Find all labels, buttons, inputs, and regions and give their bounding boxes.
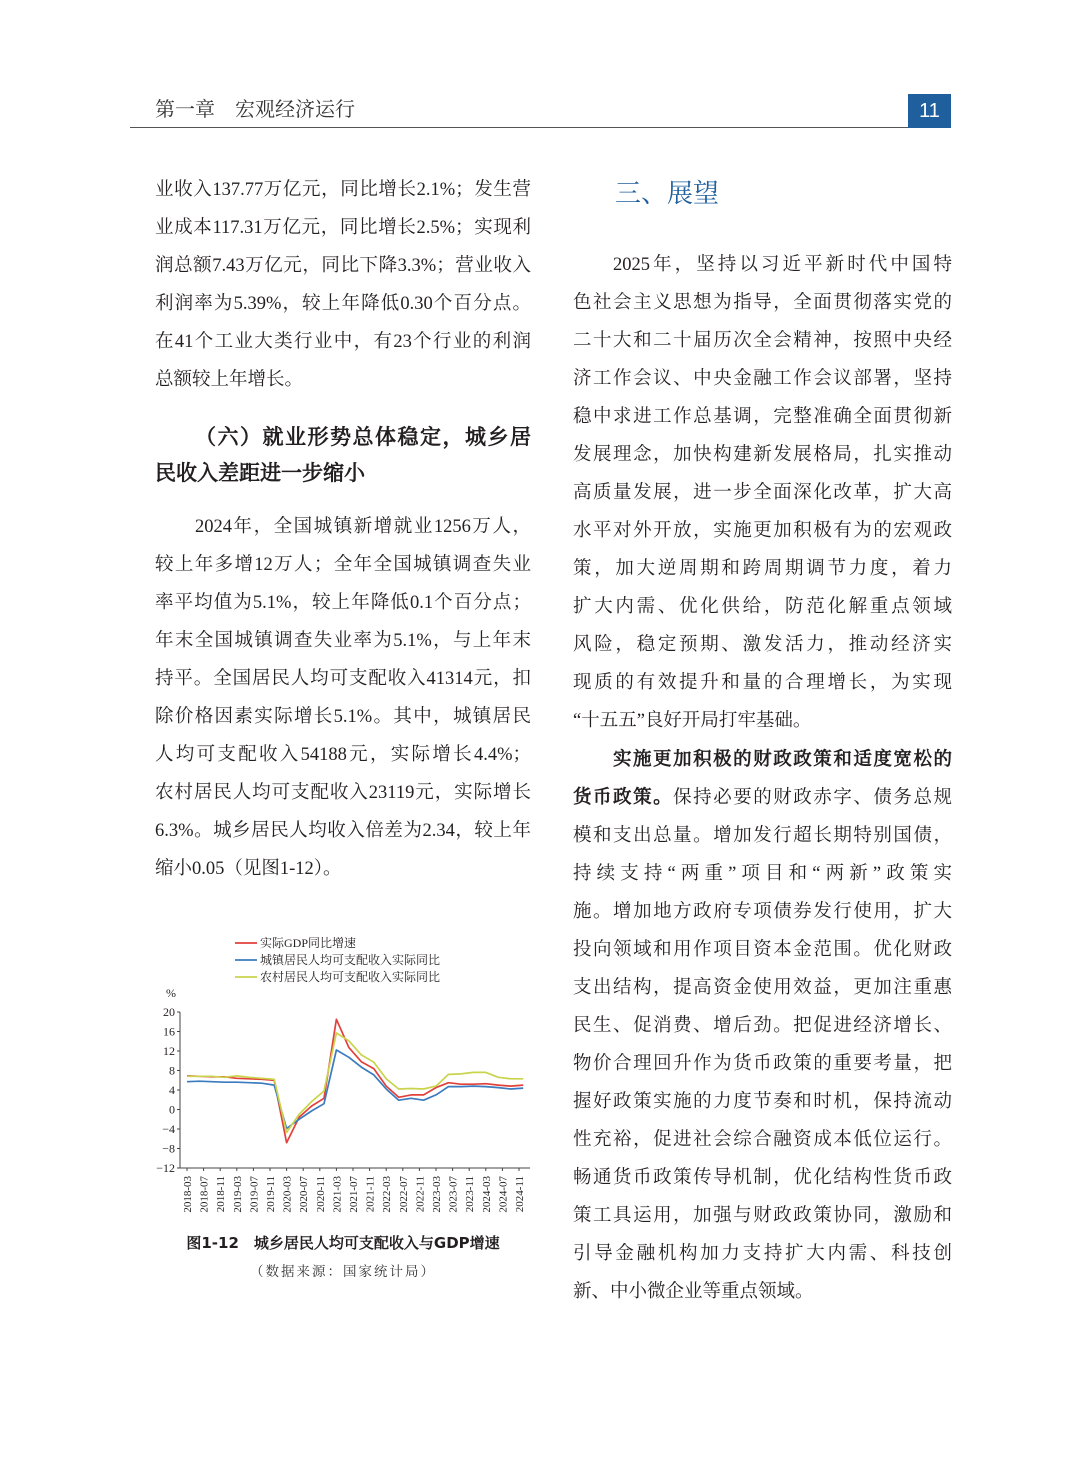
bold-lead-line: 实施更加积极的财政政策和适度宽松的: [613, 750, 952, 770]
y-axis-unit-label: %: [166, 986, 176, 1000]
text-line: 稳中求进工作总基调，完整准确全面贯彻新: [573, 407, 952, 427]
bold-lead-text: 货币政策。: [573, 788, 674, 808]
chapter-title: 第一章 宏观经济运行: [155, 99, 355, 121]
text-line: 除价格因素实际增长5.1%。其中，城镇居民: [155, 707, 531, 727]
paragraph-outlook-2025: [573, 246, 952, 740]
section-title-outlook: 三、展望: [615, 179, 720, 209]
x-tick-label: 2022-11: [414, 1176, 427, 1213]
text-line: 水平对外开放，实施更加积极有为的宏观政: [573, 521, 952, 541]
x-tick-label: 2021-11: [364, 1176, 377, 1213]
page-number-badge: 11: [908, 94, 951, 128]
series-line-1: [187, 1050, 523, 1129]
text-line: 模和支出总量。增加发行超长期特别国债，: [573, 826, 952, 846]
x-tick-label: 2024-11: [514, 1176, 526, 1213]
x-tick-label: 2018-11: [215, 1176, 228, 1213]
y-tick-label: −12: [156, 1161, 175, 1175]
text-line: 2025年，坚持以习近平新时代中国特: [613, 255, 952, 275]
text-line: 性充裕，促进社会综合融资成本低位运行。: [573, 1130, 952, 1150]
body-text: 保持必要的财政赤字、债务总规: [673, 788, 952, 808]
text-line: 投向领域和用作项目资本金范围。优化财政: [573, 940, 952, 960]
text-line: 缩小0.05（见图1-12）。: [155, 859, 342, 879]
text-line: 2024年，全国城镇新增就业1256万人，: [195, 517, 531, 537]
text-line: 新、中小微企业等重点领域。: [573, 1282, 814, 1302]
text-line: 引导金融机构加力支持扩大内需、科技创: [573, 1244, 952, 1264]
text-line: 策工具运用，加强与财政政策协同，激励和: [573, 1206, 952, 1226]
text-line: 扩大内需、优化供给，防范化解重点领域: [573, 597, 952, 617]
x-tick-label: 2022-07: [397, 1176, 410, 1213]
text-line: 风险，稳定预期、激发活力，推动经济实: [573, 635, 952, 655]
x-tick-label: 2020-07: [298, 1176, 311, 1213]
text-line: [573, 779, 952, 817]
paragraph-industry-profits: [155, 171, 531, 399]
y-tick-label: −4: [162, 1122, 175, 1136]
paragraph-fiscal-monetary-policy-lead: [573, 741, 952, 817]
series-line-0: [187, 1019, 523, 1142]
text-line: 握好政策实施的力度节奏和时机，保持流动: [573, 1092, 952, 1112]
x-tick-label: 2019-07: [248, 1176, 261, 1213]
x-tick-label: 2021-03: [331, 1176, 344, 1213]
text-line: 人均可支配收入54188元，实际增长4.4%；: [155, 745, 531, 765]
text-line: 支出结构，提高资金使用效益，更加注重惠: [573, 978, 952, 998]
x-tick-label: 2023-03: [431, 1176, 443, 1213]
text-line: 较上年多增12万人；全年全国城镇调查失业: [155, 555, 531, 575]
x-tick-label: 2023-07: [447, 1176, 460, 1213]
text-line: 润总额7.43万亿元，同比下降3.3%；营业收入: [155, 256, 531, 276]
y-tick-label: −8: [162, 1141, 175, 1156]
legend-label: 城镇居民人均可支配收入实际同比: [260, 953, 441, 967]
x-tick-label: 2022-03: [381, 1176, 394, 1213]
text-line: 物价合理回升作为货币政策的重要考量，把: [573, 1054, 952, 1074]
y-tick-label: 20: [163, 1005, 175, 1019]
text-line: 利润率为5.39%，较上年降低0.30个百分点。: [155, 294, 531, 314]
x-tick-label: 2019-03: [231, 1176, 244, 1213]
x-tick-label: 2020-11: [314, 1176, 327, 1213]
y-tick-label: 12: [163, 1044, 175, 1058]
paragraph-employment-income: [155, 508, 531, 888]
text-line: 高质量发展，进一步全面深化改革，扩大高: [573, 483, 952, 503]
legend-label: 实际GDP同比增速: [260, 936, 357, 950]
figure-source: （数据来源：国家统计局）: [250, 1264, 436, 1279]
x-tick-label: 2023-11: [464, 1176, 477, 1213]
text-line: 济工作会议、中央金融工作会议部署，坚持: [573, 369, 952, 389]
text-line: 业收入137.77万亿元，同比增长2.1%；发生营: [155, 180, 531, 200]
text-line: 持续支持“两重”项目和“两新”政策实: [573, 864, 952, 884]
subsection-heading-employment: [155, 419, 531, 491]
header-rule: [130, 127, 908, 128]
text-line: 在41个工业大类行业中，有23个行业的利润: [155, 332, 531, 352]
text-line: 持平。全国居民人均可支配收入41314元，扣: [155, 669, 531, 689]
text-line: 率平均值为5.1%，较上年降低0.1个百分点；: [155, 593, 531, 613]
text-line: 民生、促消费、增后劲。把促进经济增长、: [573, 1016, 952, 1036]
legend-label: 农村居民人均可支配收入实际同比: [260, 970, 441, 984]
subsection-heading-line: （六）就业形势总体稳定，城乡居: [195, 425, 531, 449]
text-line: 发展理念，加快构建新发展格局，扎实推动: [573, 445, 952, 465]
figure-caption: 图1-12 城乡居民人均可支配收入与GDP增速: [186, 1234, 500, 1252]
y-tick-label: 0: [169, 1102, 175, 1117]
x-tick-label: 2018-07: [198, 1176, 211, 1213]
text-line: 现质的有效提升和量的合理增长，为实现: [573, 673, 952, 693]
x-tick-label: 2024-07: [497, 1176, 510, 1213]
text-line: 施。增加地方政府专项债券发行使用，扩大: [573, 902, 952, 922]
subsection-heading-line: 民收入差距进一步缩小: [155, 461, 365, 485]
y-tick-label: 16: [163, 1024, 175, 1039]
y-tick-label: 4: [169, 1083, 175, 1097]
y-tick-label: 8: [169, 1063, 175, 1078]
text-line: 年末全国城镇调查失业率为5.1%，与上年末: [155, 631, 531, 651]
text-line: 总额较上年增长。: [155, 370, 304, 390]
text-line: 业成本117.31万亿元，同比增长2.5%；实现利: [155, 218, 531, 238]
x-tick-label: 2018-03: [182, 1176, 194, 1213]
text-line: 色社会主义思想为指导，全面贯彻落实党的: [573, 293, 952, 313]
x-tick-label: 2019-11: [265, 1176, 277, 1213]
text-line: 6.3%。城乡居民人均收入倍差为2.34，较上年: [155, 821, 531, 841]
text-line: 畅通货币政策传导机制，优化结构性货币政: [573, 1168, 952, 1188]
figure-1-12-line-chart: [150, 930, 540, 1230]
text-line: 策，加大逆周期和跨周期调节力度，着力: [573, 559, 952, 579]
x-tick-label: 2021-07: [348, 1176, 360, 1213]
text-line: 农村居民人均可支配收入23119元，实际增长: [155, 783, 531, 803]
text-line: “十五五”良好开局打牢基础。: [573, 711, 812, 731]
x-tick-label: 2024-03: [480, 1176, 493, 1213]
x-tick-label: 2020-03: [281, 1176, 294, 1213]
text-line: 二十大和二十届历次全会精神，按照中央经: [573, 331, 952, 351]
paragraph-fiscal-monetary-policy: [573, 817, 952, 1311]
